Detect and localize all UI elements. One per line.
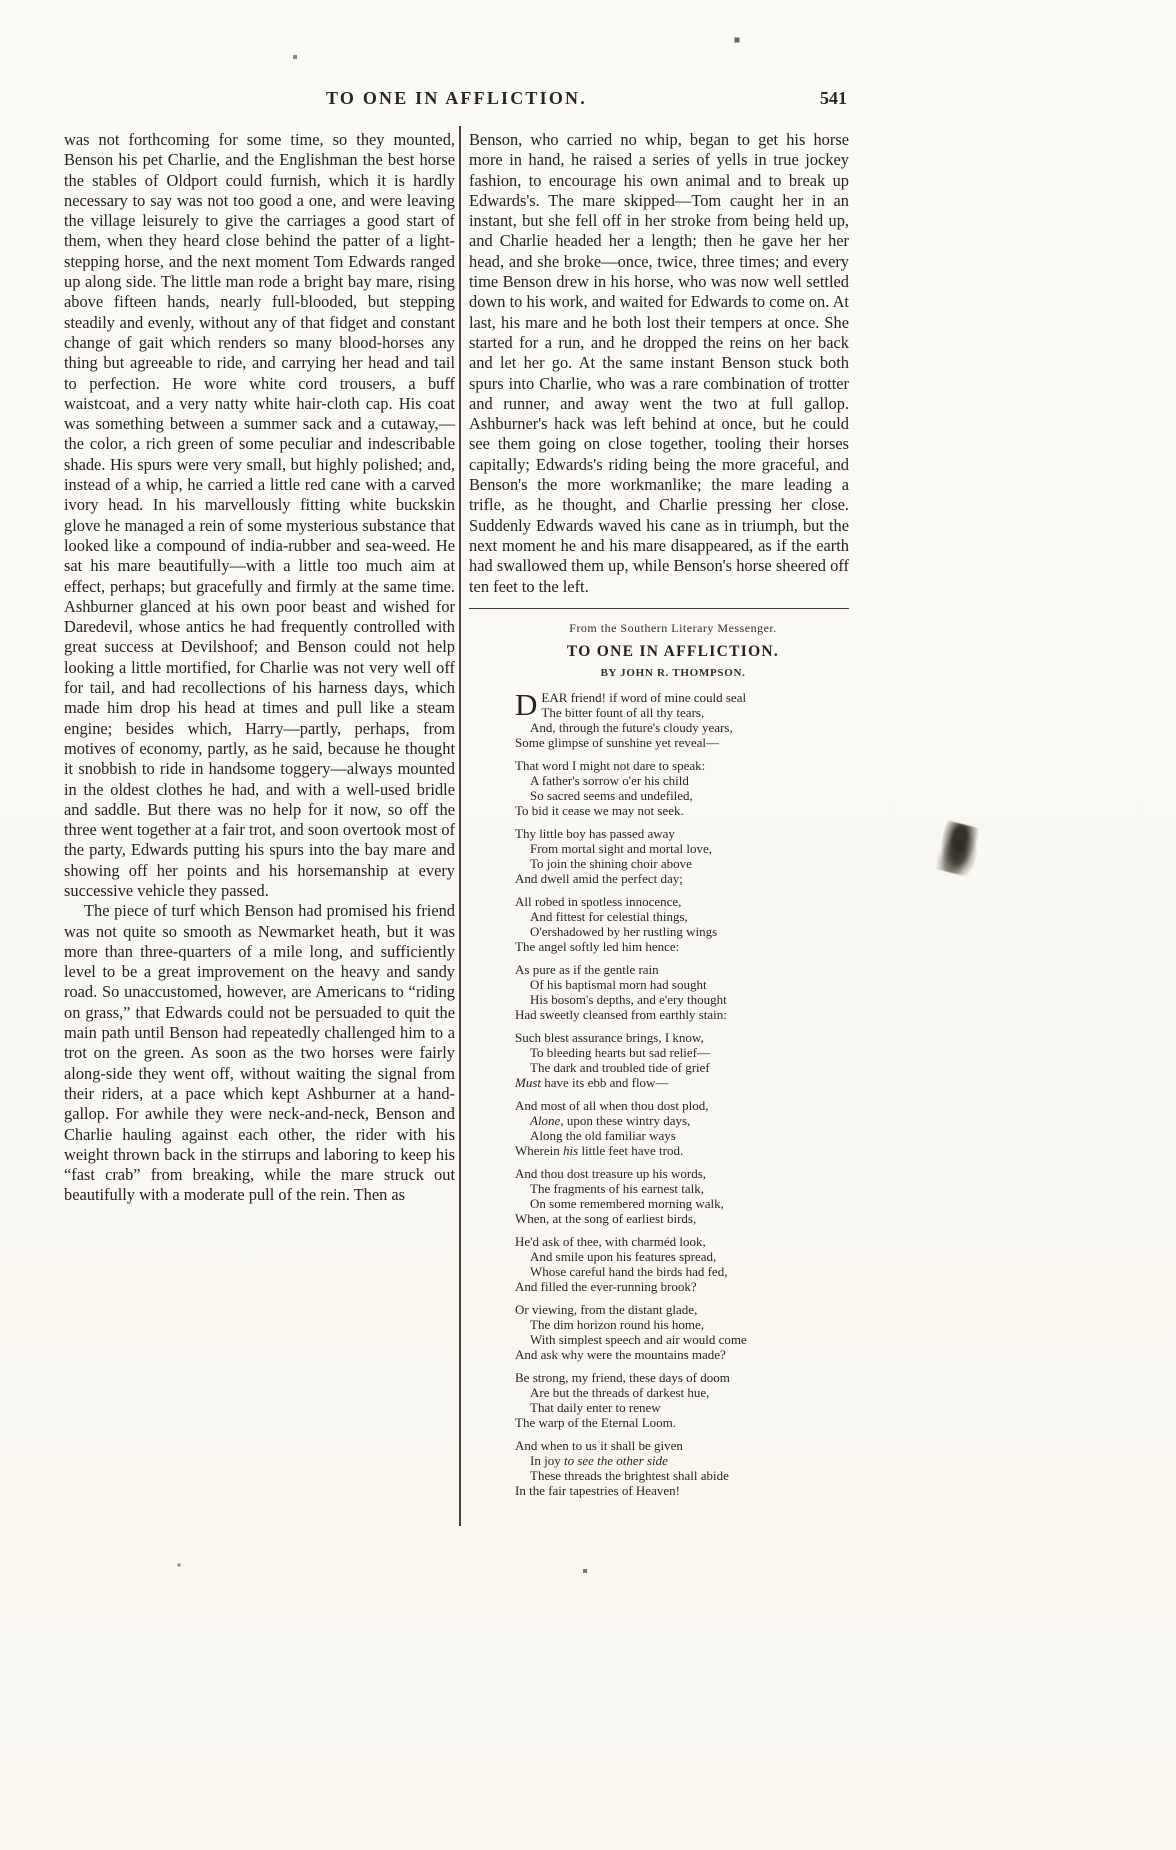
poem-source: From the Southern Literary Messenger. (569, 620, 777, 635)
poem-line: And most of all when thou dost plod, (515, 1097, 709, 1113)
paper-specks (0, 0, 2, 2)
poem-line: To join the shining choir above (530, 855, 692, 871)
poem-stanza (515, 962, 831, 1022)
poem-line: A father's sorrow o'er his child (530, 772, 689, 788)
poem-line: That daily enter to renew (530, 1399, 661, 1415)
poem-line: And filled the ever-running brook? (515, 1278, 697, 1294)
poem-line: Whose careful hand the birds had fed, (530, 1263, 728, 1279)
poem-line: Or viewing, from the distant glade, (515, 1301, 698, 1317)
poem-line: And dwell amid the perfect day; (515, 870, 683, 886)
poem-title: TO ONE IN AFFLICTION. (566, 642, 780, 660)
poem-line: The bitter fount of all thy tears, (541, 704, 705, 720)
poem-stanza (515, 1098, 831, 1158)
poem-line: Wherein his little feet have trod. (515, 1142, 684, 1158)
poem-stanza (515, 1438, 831, 1498)
poem-line: When, at the song of earliest birds, (515, 1210, 697, 1226)
poem-line: O'ershadowed by her rustling wings (530, 923, 718, 939)
poem-line: In the fair tapestries of Heaven! (515, 1482, 680, 1498)
poem-line: The dim horizon round his home, (530, 1316, 705, 1332)
poem-line: To bleeding hearts but sad relief— (530, 1044, 710, 1060)
poem-line: Be strong, my friend, these days of doom (515, 1369, 730, 1385)
poem-line: So sacred seems and undefiled, (530, 787, 693, 803)
poem-line: And ask why were the mountains made? (515, 1346, 726, 1362)
poem-stanzas (515, 686, 831, 1498)
poem-line: Of his baptismal morn had sought (530, 976, 707, 992)
poem-stanza (515, 1370, 831, 1430)
right-column-prose (469, 130, 849, 597)
poem-line: And fittest for celestial things, (530, 908, 688, 924)
poem-line: Some glimpse of sunshine yet reveal— (515, 734, 719, 750)
poem-line: His bosom's depths, and e'ery thought (530, 991, 727, 1007)
poem-line: The dark and troubled tide of grief (530, 1059, 710, 1075)
poem-section-rule (469, 608, 849, 609)
poem-byline: BY JOHN R. THOMPSON. (600, 666, 746, 679)
page-number: 541 (820, 88, 847, 108)
poem-line: From mortal sight and mortal love, (530, 840, 712, 856)
poem-line: These threads the brightest shall abide (530, 1467, 729, 1483)
poem-line: The warp of the Eternal Loom. (515, 1414, 676, 1430)
poem-line: And thou dost treasure up his words, (515, 1165, 707, 1181)
drop-cap: D (515, 686, 538, 722)
poem-line: Are but the threads of darkest hue, (530, 1384, 710, 1400)
poem-line: As pure as if the gentle rain (515, 961, 659, 977)
poem-line: All robed in spotless innocence, (515, 893, 682, 909)
poem-line: Along the old familiar ways (530, 1127, 676, 1143)
poem-line: In joy to see the other side (530, 1452, 668, 1468)
poem-line: With simplest speech and air would come (530, 1331, 747, 1347)
poem-stanza (515, 686, 831, 750)
column-divider (459, 126, 461, 1526)
poem-line: Must have its ebb and flow— (515, 1074, 669, 1090)
poem-stanza (515, 1234, 831, 1294)
poem-line: Thy little boy has passed away (515, 825, 675, 841)
poem-stanza (515, 894, 831, 954)
poem-stanza (515, 1302, 831, 1362)
poem-line: On some remembered morning walk, (530, 1195, 724, 1211)
poem-line: That word I might not dare to speak: (515, 757, 706, 773)
poem-line: Such blest assurance brings, I know, (515, 1029, 704, 1045)
poem-line: To bid it cease we may not seek. (515, 802, 684, 818)
poem-line: The fragments of his earnest talk, (530, 1180, 704, 1196)
poem-line: Alone, upon these wintry days, (530, 1112, 691, 1128)
page-header (64, 88, 849, 114)
paragraph: The piece of turf which Benson had promised his friend was not quite so smooth as Newmarket heath, but it was more than three-quarters of a mile long, and sufficiently level to be a great improvement on the heavy and sandy road. So unaccustomed, however, are Americans to “riding on grass,” that Edwards could not be persuaded to quit the main path until Benson had repeatedly challenged him to a trot on the green. As soon as the two horses were fairly along-side they went off, without waiting the signal from their riders, at a pace which kept Ashburner at a hand-gallop. For awhile they were neck-and-neck, Benson and Charlie hauling against each other, the rider with his weight thrown back in the stirrups and laboring to keep his “fast crab” from breaking, while the mare struck out beautifully with a moderate pull of the rein. Then as (64, 901, 455, 1205)
poem-stanza (515, 1030, 831, 1090)
left-column (64, 130, 455, 1206)
poem-line: He'd ask of thee, with charméd look, (515, 1233, 706, 1249)
poem-line: And, through the future's cloudy years, (530, 719, 733, 735)
right-column (469, 130, 849, 1506)
poem-stanza (515, 1166, 831, 1226)
poem-stanza (515, 826, 831, 886)
poem-line: The angel softly led him hence: (515, 938, 680, 954)
ink-smudge (935, 820, 984, 878)
poem-line: And when to us it shall be given (515, 1437, 683, 1453)
poem-stanza (515, 758, 831, 818)
poem-line: And smile upon his features spread, (530, 1248, 717, 1264)
poem (515, 621, 831, 1498)
poem-line: EAR friend! if word of mine could seal (541, 689, 747, 705)
paragraph: was not forthcoming for some time, so they mounted, Benson his pet Charlie, and the Englishman the best horse the stables of Oldport could furnish, which it is hardly necessary to say was not too good a one, and were leaving the village leisurely to give the carriages a good start of them, when they heard close behind the patter of a light-stepping horse, and the next moment Tom Edwards ranged up along side. The little man rode a bright bay mare, rising above fifteen hands, nearly full-blooded, but stepping steadily and evenly, without any of that fidget and constant change of gait which renders so many blood-horses any thing but agreeable to ride, and carrying her head and tail to perfection. He wore white cord trousers, a buff waistcoat, and a very natty white hair-cloth cap. His coat was something between a summer sack and a cutaway,—the color, a rich green of some peculiar and indescribable shade. His spurs were very small, but highly polished; and, instead of a whip, he carried a little red cane with a carved ivory head. In his marvellously fitting white buckskin glove he managed a rein of some mysterious substance that looked like a compound of india-rubber and sea-weed. He sat his mare beautifully—with a little too much aim at effect, perhaps; but gracefully and firmly at the same time. Ashburner glanced at his own poor beast and wished for Daredevil, whose antics he had frequently controlled with great success at Devilshoof; and Benson could not help looking a little mortified, for Charlie was not very well off for tail, and had recollections of his harness days, which made him drop his head at times and pull like a steam engine; besides which, Harry—partly, perhaps, from motives of economy, partly, as he said, because he thought it snobbish to ride in handsome toggery—always mounted in the oldest clothes he had, and with a well-used bridle and saddle. But there was no help for it now, so off the three went together at a fair trot, and soon overtook most of the party, Edwards putting his spurs into the bay mare and showing off her points and his horsemanship at every successive vehicle they passed. (64, 130, 455, 900)
poem-line: Had sweetly cleansed from earthly stain: (515, 1006, 727, 1022)
running-title: TO ONE IN AFFLICTION. (326, 88, 587, 108)
paragraph: Benson, who carried no whip, began to get his horse more in hand, he raised a series of yells in true jockey fashion, to encourage his own animal and to break up Edwards's. The mare skipped—Tom caught her in an instant, but she fell off in her stroke from being held up, and Charlie headed her a length; then he gave her her head, and she broke—once, twice, three times; and every time Benson drew in his horse, who was now well settled down to his work, and waited for Edwards to come on. At last, his mare and he both lost their tempers at once. She started for a run, and he dropped the reins on her back and let her go. At the same instant Benson stuck both spurs into Charlie, who was a rare combination of trotter and runner, and away went the two at full gallop. Ashburner's hack was left behind at once, but he could see them going on close together, tooling their horses capitally; Edwards's riding being the more graceful, and Benson's the more workmanlike; the mare leading a trifle, as he thought, and Charlie pressing her close. Suddenly Edwards waved his cane as in triumph, but the next moment he and his mare disappeared, as if the earth had swallowed them up, while Benson's horse sheered off ten feet to the left. (469, 130, 849, 596)
